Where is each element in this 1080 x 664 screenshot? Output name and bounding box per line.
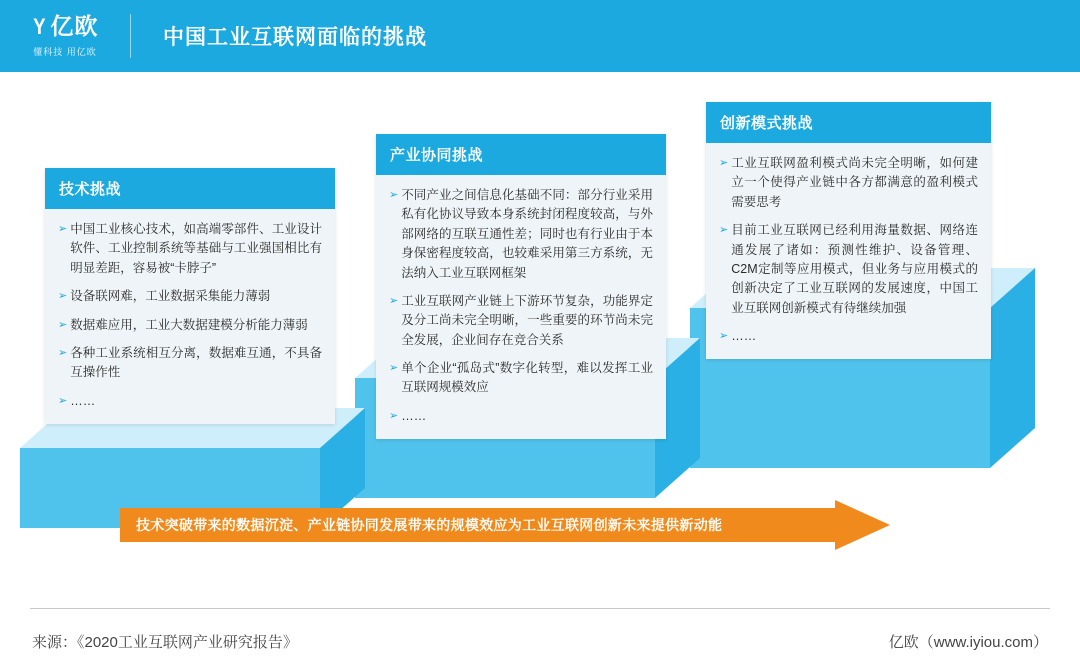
list-item [719,327,978,346]
arrow-head-icon [835,500,890,550]
card-2-body [376,175,666,439]
page-footer [0,618,1080,664]
list-item [58,287,322,306]
list-item-text: 设备联网难，工业数据采集能力薄弱 [70,289,271,304]
banner-text: 技术突破带来的数据沉淀、产业链协同发展带来的规模效应为工业互联网创新未来提供新动能 [136,517,723,533]
arrow-bullet-icon: ➢ [58,394,68,407]
card-3-body [706,143,991,359]
list-item-text: …… [70,393,96,408]
arrow-bullet-icon: ➢ [58,318,68,331]
list-item [389,186,653,283]
arrow-bullet-icon: ➢ [719,330,729,342]
arrow-bullet-icon: ➢ [719,224,729,237]
arrow-bullet-icon: ➢ [389,362,399,374]
summary-arrow-banner [120,500,890,550]
list-item [389,407,653,426]
list-item [58,392,322,411]
list-item-text: 工业互联网盈利模式尚未完全明晰，如何建立一个使得产业链中各方都满意的盈利模式需要思考 [731,156,978,209]
arrow-bullet-icon: ➢ [389,409,399,422]
arrow-bullet-icon: ➢ [719,157,729,169]
list-item-text: 目前工业互联网已经利用海量数据、网络连通发展了诸如：预测性维护、设备管理、C2M定制等应用模式，但业务与应用模式的创新决定了工业互联网的发展速度，中国工业互联网创新模式有待继续加强 [731,223,978,315]
diagram-canvas [0,72,1080,592]
list-item [58,344,322,383]
list-item-text: …… [401,408,427,423]
card-1-title: 技术挑战 [45,168,335,209]
header-divider [130,14,131,58]
card-3-title: 创新模式挑战 [706,102,991,143]
list-item [719,154,978,212]
card-1-body [45,209,335,424]
footer-divider [30,608,1050,609]
list-item [58,316,322,335]
card-industry-collaboration-challenge[interactable] [376,134,666,439]
logo-text: 亿欧 [50,12,99,39]
page-title: 中国工业互联网面临的挑战 [163,26,427,49]
list-item [719,221,978,318]
list-item [389,292,653,350]
page-header [0,0,1080,72]
arrow-bullet-icon: ➢ [389,294,399,307]
logo-mark [32,12,99,39]
arrow-bullet-icon: ➢ [58,223,68,235]
card-technology-challenge[interactable] [45,168,335,424]
list-item-text: …… [731,329,757,343]
logo-subtitle: 懂科技 用亿欧 [33,46,97,57]
list-item-text: 数据难应用，工业大数据建模分析能力薄弱 [70,317,308,332]
list-item-text: 不同产业之间信息化基础不同：部分行业采用私有化协议导致本身系统封闭程度较高，与外部网络的互联互通性差；同时也有行业由于本身保密程度较高，也较难采用第三方系统，无法纳入工业互联网框架 [401,188,653,280]
list-item-text: 工业互联网产业链上下游环节复杂，功能界定及分工尚未完全明晰，一些重要的环节尚未完全发展，企业间存在竞合关系 [401,293,653,347]
card-innovation-model-challenge[interactable] [706,102,991,359]
list-item [389,359,653,398]
list-item [58,220,322,278]
card-2-title: 产业协同挑战 [376,134,666,175]
arrow-bullet-icon: ➢ [389,189,399,201]
arrow-bullet-icon: ➢ [58,290,68,303]
logo-y-icon: Y [32,13,47,39]
list-item-text: 中国工业核心技术，如高端零部件、工业设计软件、工业控制系统等基础与工业强国相比有明显差距，容易被“卡脖子” [70,222,322,275]
list-item-text: 单个企业“孤岛式”数字化转型，难以发挥工业互联网规模效应 [401,361,653,395]
footer-source: 来源：《2020工业互联网产业研究报告》 [32,633,298,651]
logo [0,0,130,72]
list-item-text: 各种工业系统相互分离，数据难互通，不具备互操作性 [70,345,322,380]
footer-brand: 亿欧（www.iyiou.com） [888,633,1048,651]
arrow-bullet-icon: ➢ [58,346,68,359]
